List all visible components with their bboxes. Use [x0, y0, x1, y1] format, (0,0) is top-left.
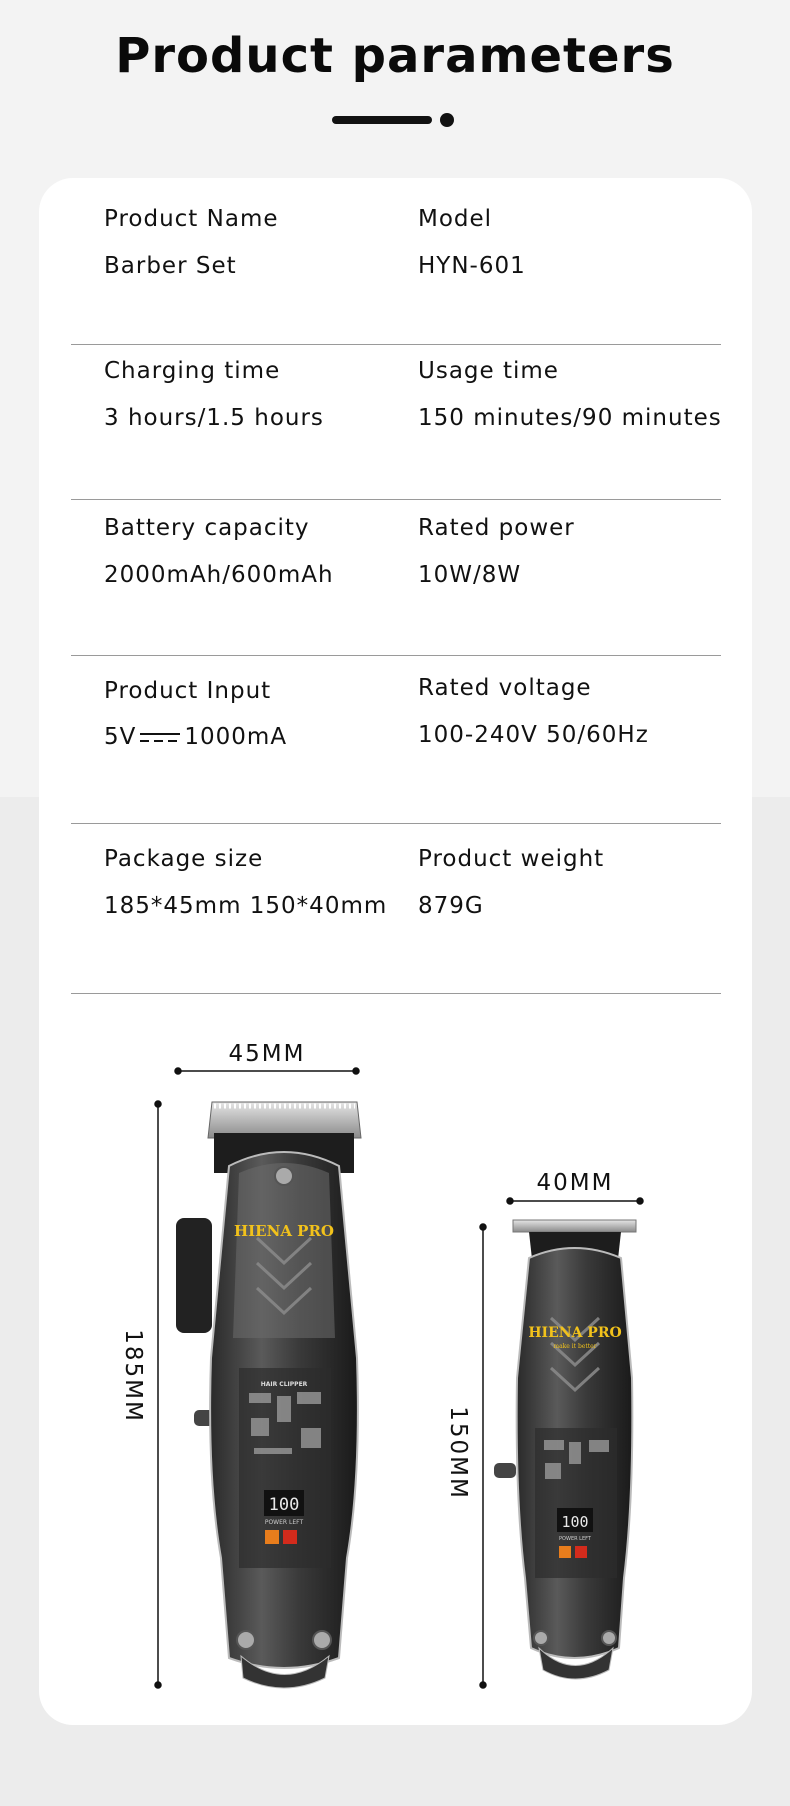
- spec-label: Charging time: [104, 358, 281, 384]
- spec-value: 3 hours/1.5 hours: [104, 405, 324, 431]
- large-clipper-image: [176, 1102, 361, 1688]
- large-board-text: HAIR CLIPPER: [260, 1381, 308, 1388]
- spec-label: Package size: [104, 846, 264, 872]
- spec-label: Model: [418, 206, 493, 232]
- spec-value: 100-240V 50/60Hz: [418, 722, 649, 748]
- spec-label: Product Input: [104, 678, 272, 704]
- spec-value: 185*45mm 150*40mm: [104, 893, 388, 919]
- large-width-dimension: [175, 1068, 359, 1074]
- small-brand-slogan: make it better: [553, 1343, 597, 1350]
- parameters-card: [39, 178, 752, 1725]
- large-width-label: 45MM: [228, 1041, 306, 1067]
- spec-label: Rated power: [418, 515, 575, 541]
- spec-value: 2000mAh/600mAh: [104, 562, 334, 588]
- input-voltage: 5V: [104, 724, 137, 750]
- small-display-caption: POWER LEFT: [559, 1536, 591, 1542]
- page-title: Product parameters: [115, 28, 675, 84]
- spec-value: HYN-601: [418, 253, 526, 279]
- title-underline: [332, 116, 432, 124]
- spec-label: Product Name: [104, 206, 279, 232]
- small-display-digits: 100: [561, 1513, 589, 1531]
- small-brand-label: HIENA PRO: [528, 1325, 622, 1341]
- spec-label: Usage time: [418, 358, 559, 384]
- product-illustration: [39, 178, 752, 1725]
- spec-value: 150 minutes/90 minutes: [418, 405, 722, 431]
- small-height-label: 150MM: [445, 1406, 471, 1500]
- spec-label: Rated voltage: [418, 675, 592, 701]
- small-height-dimension: [480, 1224, 486, 1688]
- title-decoration: [332, 112, 454, 128]
- spec-label: Product weight: [418, 846, 605, 872]
- small-clipper-image: [494, 1220, 636, 1679]
- spec-value: 879G: [418, 893, 484, 919]
- large-height-dimension: [155, 1101, 161, 1688]
- title-dot: [440, 113, 454, 127]
- large-display-caption: POWER LEFT: [264, 1519, 304, 1526]
- large-display-digits: 100: [268, 1495, 300, 1515]
- input-current: 1000mA: [184, 724, 288, 750]
- small-width-dimension: [507, 1198, 643, 1204]
- spec-value: Barber Set: [104, 253, 237, 279]
- small-width-label: 40MM: [536, 1170, 614, 1196]
- large-height-label: 185MM: [120, 1329, 146, 1423]
- spec-value: 10W/8W: [418, 562, 522, 588]
- spec-label: Battery capacity: [104, 515, 310, 541]
- large-brand-label: HIENA PRO: [233, 1222, 335, 1240]
